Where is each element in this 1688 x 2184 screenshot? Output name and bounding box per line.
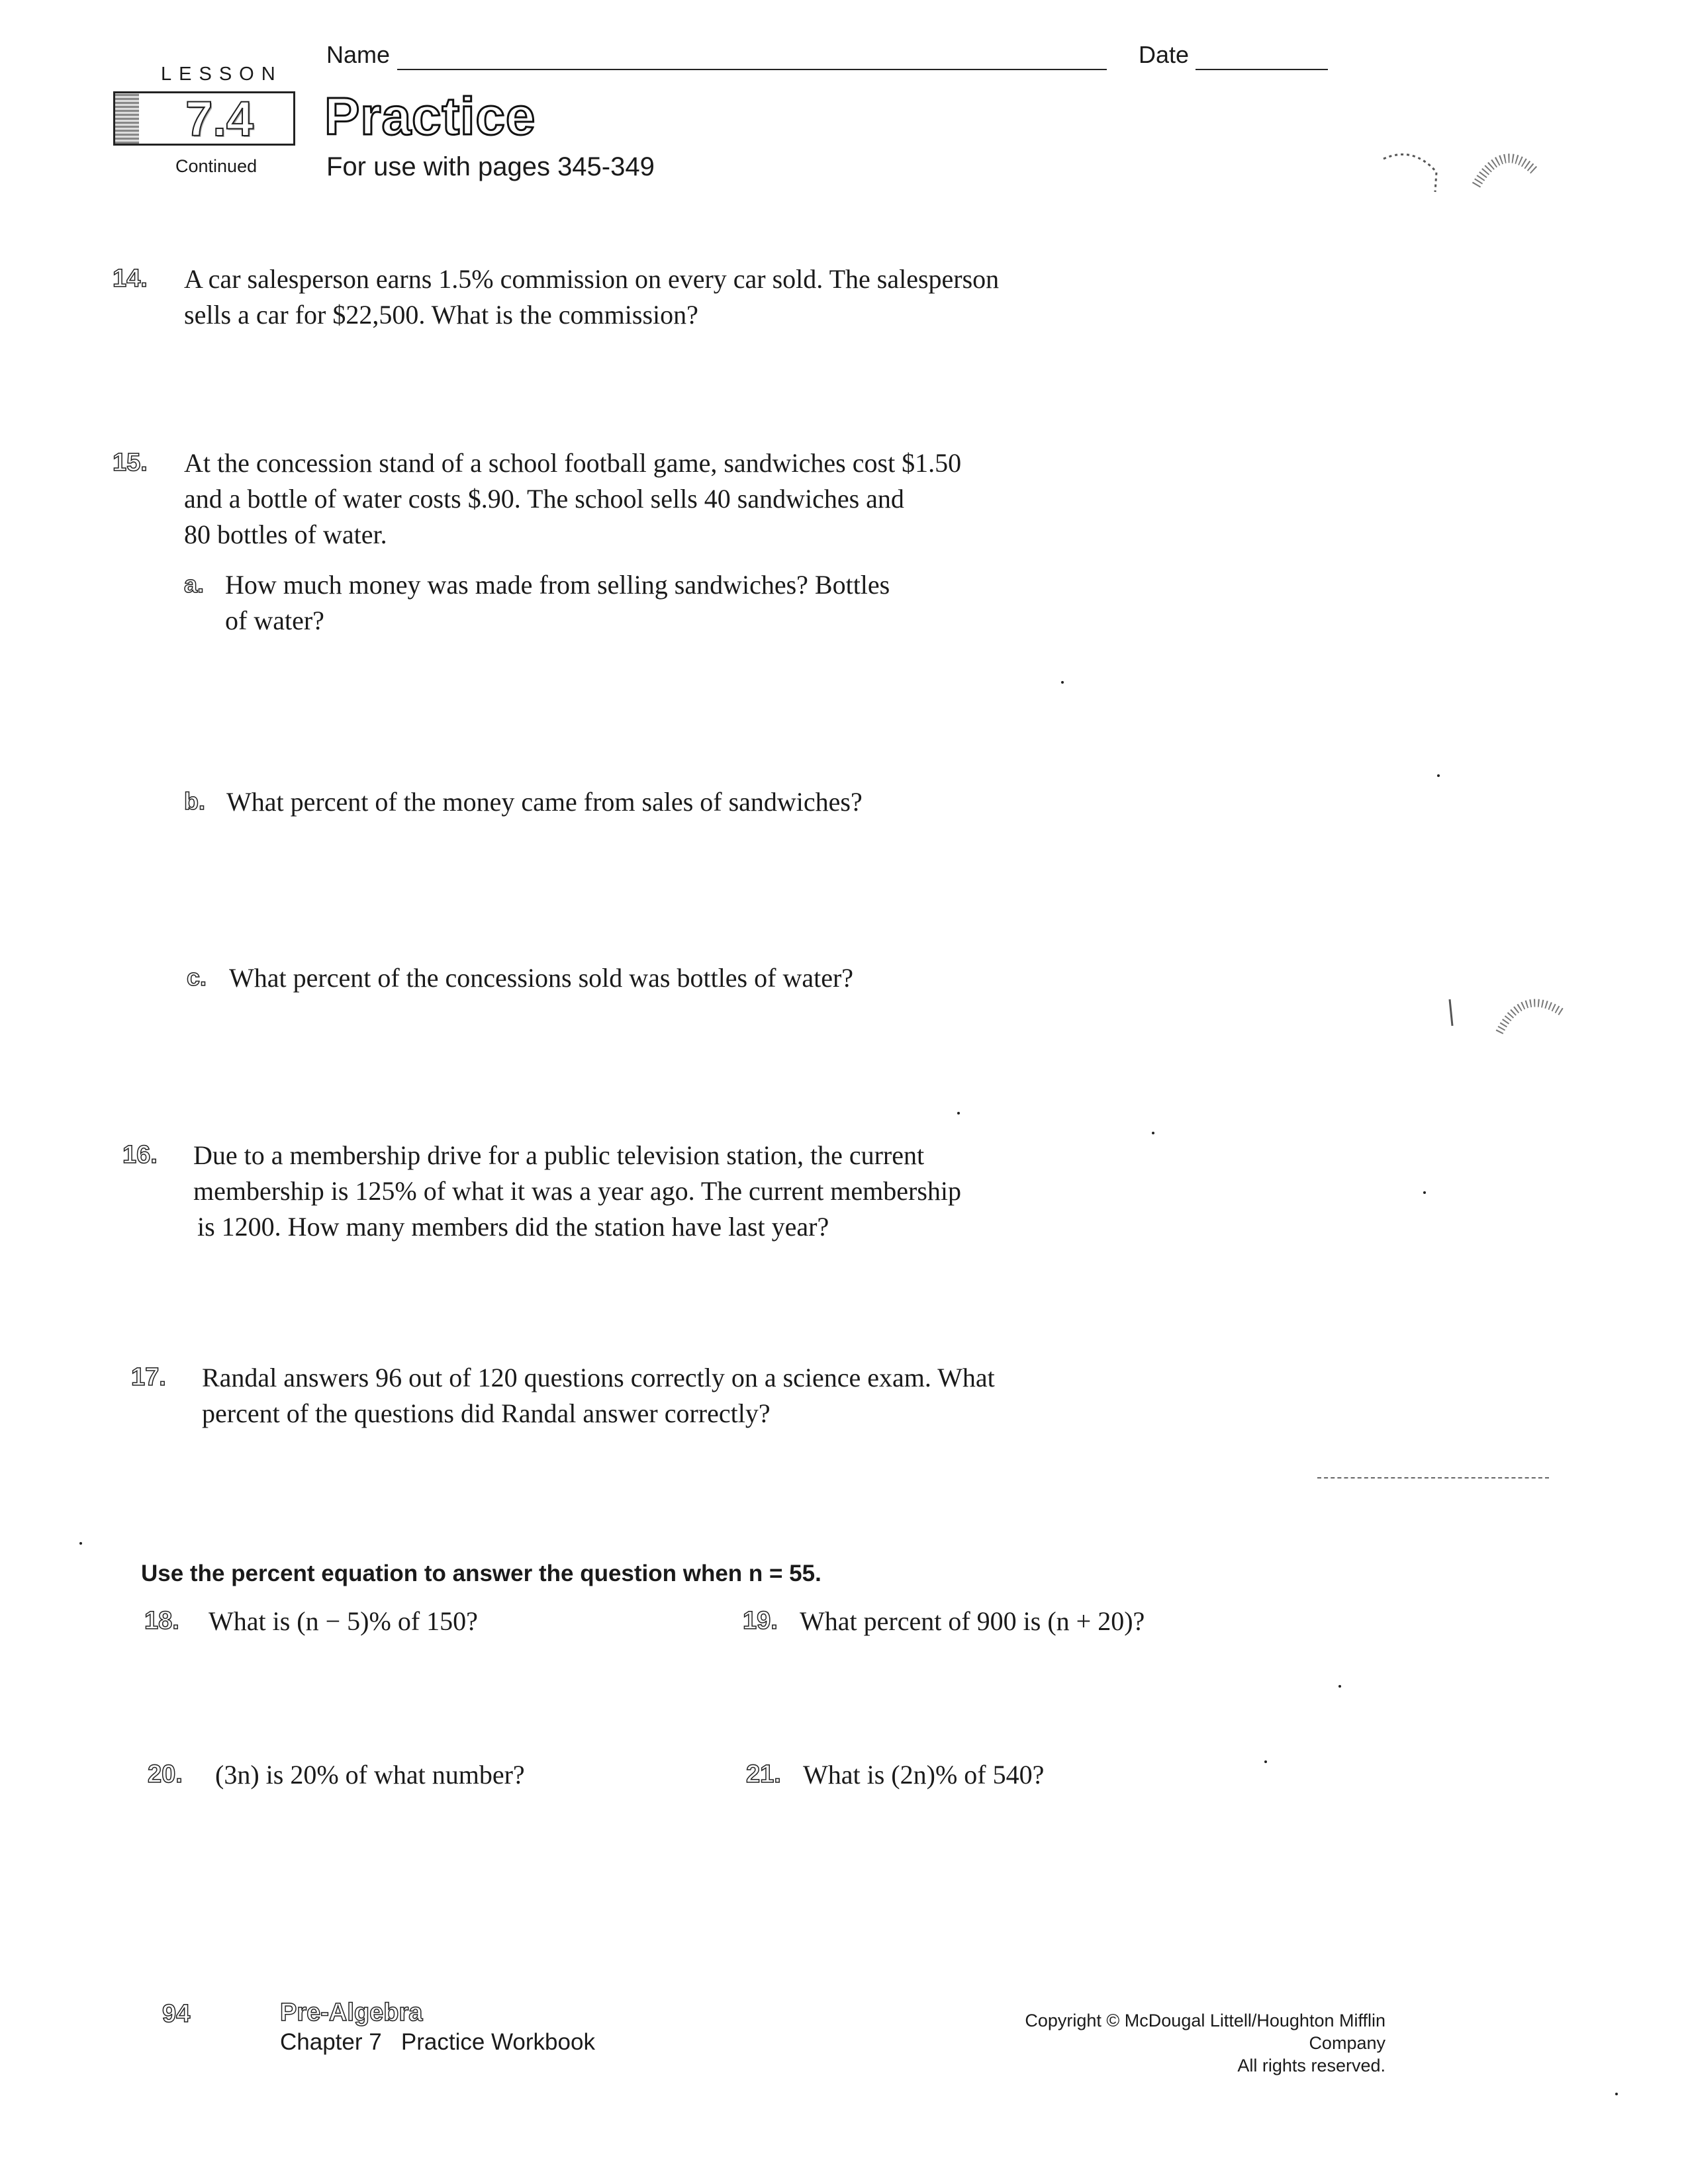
problem-21-text: What is (2n)% of 540? bbox=[803, 1760, 1045, 1790]
problem-16-number: 16. bbox=[122, 1141, 158, 1169]
problem-17-number: 17. bbox=[131, 1363, 166, 1391]
scan-speck bbox=[1615, 2093, 1618, 2095]
instruction-text: Use the percent equation to answer the question when n = 55. bbox=[141, 1561, 821, 1586]
problem-15c-text: What percent of the concessions sold was bottles of water? bbox=[229, 963, 854, 993]
lesson-number-box bbox=[113, 91, 295, 146]
continued-label: Continued bbox=[175, 156, 258, 176]
scan-artifact-top bbox=[1377, 132, 1562, 212]
problem-20-number: 20. bbox=[148, 1760, 183, 1788]
problem-16-line-3: is 1200. How many members did the station have last year? bbox=[197, 1212, 829, 1242]
problem-15-line-1: At the concession stand of a school football game, sandwiches cost $1.50 bbox=[184, 448, 962, 478]
lesson-label: LESSON bbox=[161, 64, 283, 85]
problem-14-line-2: sells a car for $22,500. What is the commission? bbox=[184, 300, 698, 330]
book-subtitle: Chapter 7 Practice Workbook bbox=[280, 2029, 595, 2055]
scan-speck bbox=[1423, 1191, 1426, 1194]
scan-speck bbox=[1152, 1132, 1154, 1134]
problem-18-number: 18. bbox=[144, 1607, 179, 1635]
problem-15a-line-2: of water? bbox=[225, 606, 324, 635]
problem-15-line-2: and a bottle of water costs $.90. The school sells 40 sandwiches and bbox=[184, 484, 904, 514]
scan-speck bbox=[79, 1542, 82, 1545]
page-reference: For use with pages 345-349 bbox=[326, 152, 655, 181]
problem-15c-label: c. bbox=[187, 964, 207, 991]
name-label: Name bbox=[326, 41, 391, 68]
lesson-stripe-decoration bbox=[115, 93, 139, 144]
scan-speck bbox=[1264, 1760, 1267, 1763]
copyright-line-1: Copyright © McDougal Littell/Houghton Mifflin Company bbox=[1025, 2011, 1385, 2053]
page-number: 94 bbox=[162, 2000, 191, 2028]
problem-15-number: 15. bbox=[113, 449, 148, 477]
problem-19-number: 19. bbox=[743, 1607, 778, 1635]
page-title: Practice bbox=[324, 87, 536, 146]
problem-21-number: 21. bbox=[746, 1760, 781, 1788]
scan-artifact-dashed-line bbox=[1317, 1477, 1549, 1479]
scan-speck bbox=[957, 1112, 960, 1115]
book-title: Pre-Algebra bbox=[280, 1999, 423, 2026]
problem-18-text: What is (n − 5)% of 150? bbox=[209, 1606, 478, 1636]
problem-15b-text: What percent of the money came from sales of sandwiches? bbox=[226, 787, 863, 817]
date-label: Date bbox=[1139, 41, 1190, 68]
problem-15a-label: a. bbox=[184, 570, 205, 598]
copyright-notice bbox=[966, 2009, 1385, 2077]
name-field-line[interactable] bbox=[397, 69, 1107, 70]
problem-15b-label: b. bbox=[184, 788, 205, 815]
scan-speck bbox=[1061, 681, 1064, 684]
problem-16-line-1: Due to a membership drive for a public television station, the current bbox=[193, 1140, 925, 1170]
problem-17-line-2: percent of the questions did Randal answer correctly? bbox=[202, 1398, 771, 1428]
scan-speck bbox=[1338, 1685, 1341, 1688]
date-field-line[interactable] bbox=[1196, 69, 1328, 70]
copyright-line-2: All rights reserved. bbox=[1237, 2056, 1385, 2075]
problem-14-line-1: A car salesperson earns 1.5% commission on every car sold. The salesperson bbox=[184, 264, 1000, 294]
problem-14-number: 14. bbox=[113, 265, 148, 293]
problem-16-line-2: membership is 125% of what it was a year ago. The current membership bbox=[193, 1176, 962, 1206]
problem-15-line-3: 80 bottles of water. bbox=[184, 520, 387, 549]
scan-artifact-middle bbox=[1436, 979, 1582, 1059]
scan-speck bbox=[1437, 774, 1440, 777]
problem-19-text: What percent of 900 is (n + 20)? bbox=[800, 1606, 1145, 1636]
problem-15a-line-1: How much money was made from selling sandwiches? Bottles bbox=[225, 570, 890, 600]
problem-20-text: (3n) is 20% of what number? bbox=[215, 1760, 525, 1790]
lesson-number: 7.4 bbox=[185, 91, 254, 146]
problem-17-line-1: Randal answers 96 out of 120 questions correctly on a science exam. What bbox=[202, 1363, 995, 1392]
